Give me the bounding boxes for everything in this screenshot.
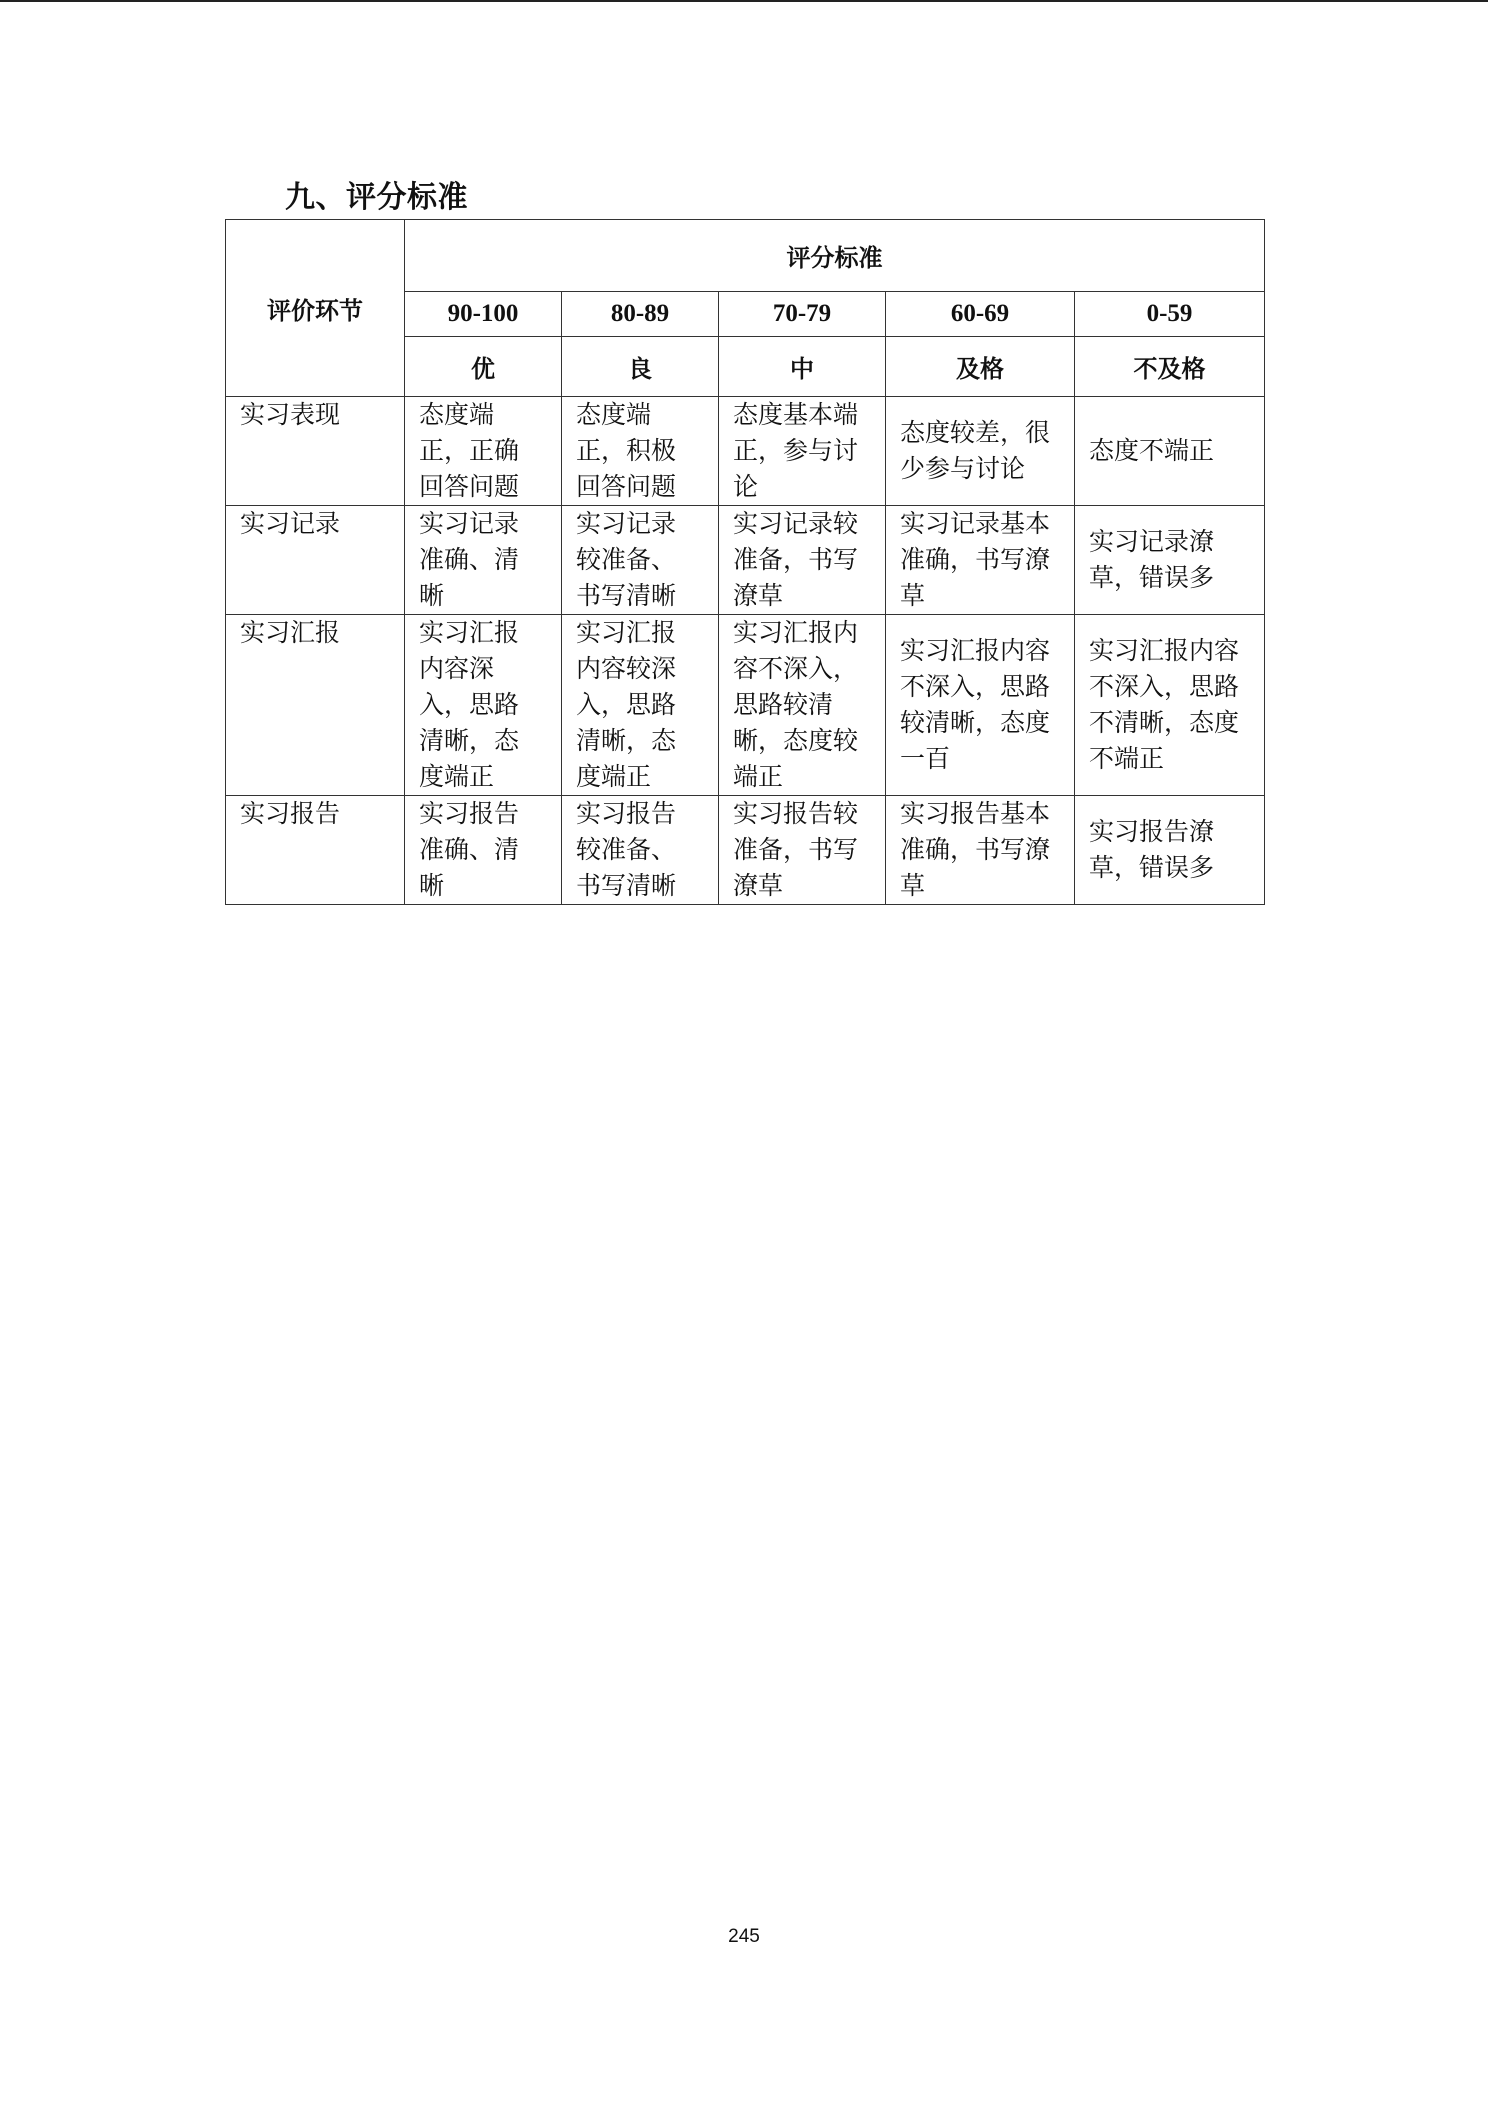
criteria-cell: [886, 397, 1075, 506]
grade-header: 不及格: [1075, 337, 1265, 397]
section-title: 九、评分标准: [285, 180, 468, 215]
criteria-text: 态度较差，很 少参与讨论: [900, 418, 1051, 483]
criteria-text: 实习汇报内 容不深入， 思路较清 晰，态度较 端正: [733, 618, 859, 791]
row-label: 实习记录: [226, 506, 405, 615]
row-label: 实习汇报: [226, 615, 405, 796]
table-row-performance: [226, 397, 1265, 506]
criteria-text: 态度不端正: [1089, 436, 1215, 465]
table-row-records: [226, 506, 1265, 615]
criteria-text: 态度端 正，积极 回答问题: [576, 400, 677, 501]
criteria-cell: [886, 506, 1075, 615]
grade-header: 良: [562, 337, 719, 397]
group-header-cell: [405, 220, 1265, 292]
score-range-header: 0-59: [1075, 292, 1265, 337]
criteria-text: 实习汇报 内容较深 入，思路 清晰，态 度端正: [576, 618, 677, 791]
score-range-header: 80-89: [562, 292, 719, 337]
page-number: 245: [728, 1926, 760, 1947]
row-label: 实习表现: [226, 397, 405, 506]
page-top-border: [0, 0, 1488, 2]
criteria-cell: [1075, 796, 1265, 905]
criteria-text: 实习报告较 准备，书写 潦草: [733, 799, 859, 900]
criteria-text: 实习报告基本 准确，书写潦 草: [900, 799, 1051, 900]
criteria-cell: [719, 506, 886, 615]
grading-standards-table: [225, 219, 1265, 905]
criteria-text: 实习报告 准确、清 晰: [419, 799, 520, 900]
criteria-cell: [886, 615, 1075, 796]
group-header-label: 评分标准: [786, 244, 883, 272]
criteria-cell: [719, 796, 886, 905]
criteria-cell: [405, 615, 562, 796]
criteria-text: 实习报告 较准备、 书写清晰: [576, 799, 677, 900]
corner-header-label: 评价环节: [267, 296, 363, 325]
criteria-cell: [562, 506, 719, 615]
criteria-cell: [1075, 506, 1265, 615]
row-label: 实习报告: [226, 796, 405, 905]
score-range-header: 70-79: [719, 292, 886, 337]
criteria-text: 实习汇报内容 不深入，思路 不清晰，态度 不端正: [1089, 636, 1240, 773]
corner-header-cell: [226, 220, 405, 397]
criteria-text: 实习汇报 内容深 入，思路 清晰，态 度端正: [419, 618, 520, 791]
criteria-cell: [719, 615, 886, 796]
criteria-text: 实习记录 较准备、 书写清晰: [576, 509, 677, 610]
grade-header: 及格: [886, 337, 1075, 397]
criteria-text: 实习记录较 准备，书写 潦草: [733, 509, 859, 610]
criteria-text: 实习记录 准确、清 晰: [419, 509, 520, 610]
criteria-text: 实习汇报内容 不深入，思路 较清晰，态度 一百: [900, 636, 1051, 773]
criteria-cell: [562, 796, 719, 905]
criteria-cell: [1075, 397, 1265, 506]
table-row-presentation: [226, 615, 1265, 796]
criteria-text: 实习记录潦 草，错误多: [1089, 527, 1215, 592]
criteria-cell: [1075, 615, 1265, 796]
criteria-cell: [405, 796, 562, 905]
grade-header: 中: [719, 337, 886, 397]
criteria-cell: [886, 796, 1075, 905]
criteria-cell: [562, 615, 719, 796]
criteria-cell: [405, 506, 562, 615]
criteria-text: 态度基本端 正，参与讨 论: [733, 400, 859, 501]
criteria-cell: [562, 397, 719, 506]
score-range-header: 60-69: [886, 292, 1075, 337]
criteria-text: 实习记录基本 准确，书写潦 草: [900, 509, 1051, 610]
criteria-cell: [719, 397, 886, 506]
grade-header: 优: [405, 337, 562, 397]
score-range-header: 90-100: [405, 292, 562, 337]
criteria-text: 态度端 正，正确 回答问题: [419, 400, 520, 501]
header-row-group: [226, 220, 1265, 292]
criteria-text: 实习报告潦 草，错误多: [1089, 817, 1215, 882]
criteria-cell: [405, 397, 562, 506]
table-row-report: [226, 796, 1265, 905]
